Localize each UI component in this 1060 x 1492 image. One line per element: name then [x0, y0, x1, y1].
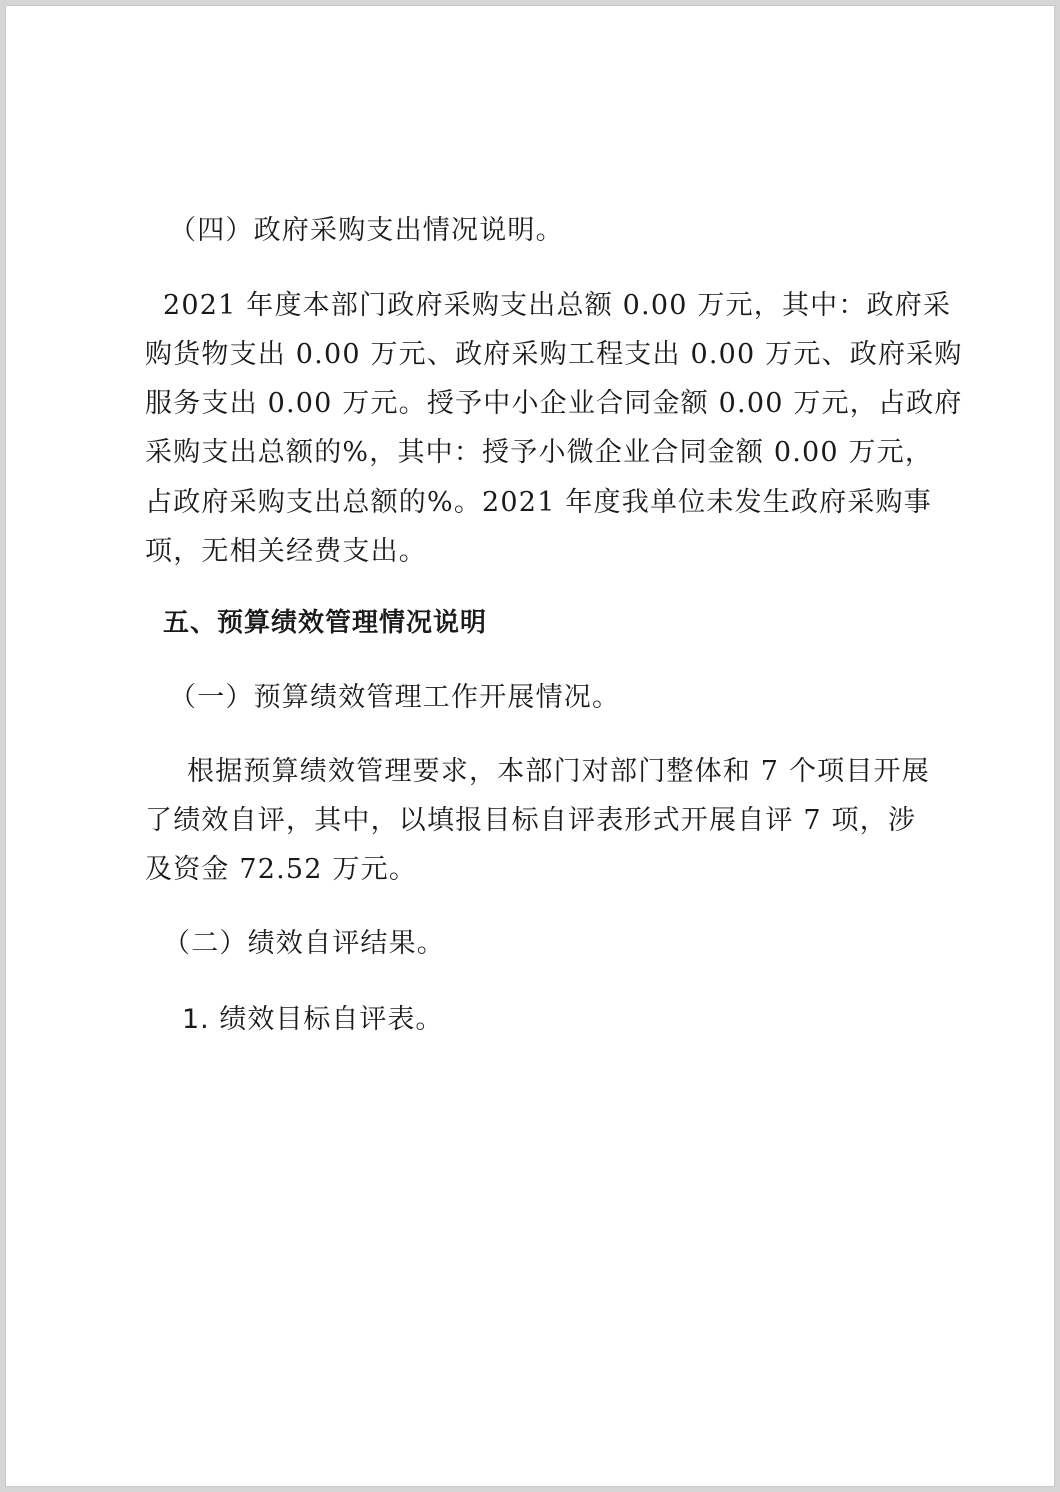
paragraph-line: 根据预算绩效管理要求，本部门对部门整体和 7 个项目开展	[187, 756, 930, 787]
paragraph-line: 占政府采购支出总额的%。2021 年度我单位未发生政府采购事	[145, 487, 932, 518]
section4-subtitle-procurement: （四）政府采购支出情况说明。	[169, 215, 564, 246]
section5-subtitle-work: （一）预算绩效管理工作开展情况。	[169, 682, 621, 713]
document-page	[5, 5, 1055, 1487]
paragraph-line: 项，无相关经费支出。	[145, 536, 427, 567]
paragraph-line: 及资金 72.52 万元。	[145, 854, 418, 885]
section5-subtitle-results: （二）绩效自评结果。	[163, 928, 445, 959]
section5-heading: 五、预算绩效管理情况说明	[163, 608, 488, 638]
paragraph-line: 服务支出 0.00 万元。授予中小企业合同金额 0.00 万元，占政府	[145, 388, 963, 419]
paragraph-line: 2021 年度本部门政府采购支出总额 0.00 万元，其中：政府采	[163, 290, 952, 321]
item1-title: 1. 绩效目标自评表。	[182, 1004, 444, 1035]
paragraph-line: 了绩效自评，其中，以填报目标自评表形式开展自评 7 项，涉	[145, 805, 917, 836]
paragraph-line: 购货物支出 0.00 万元、政府采购工程支出 0.00 万元、政府采购	[145, 339, 963, 370]
paragraph-line: 采购支出总额的%，其中：授予小微企业合同金额 0.00 万元，	[145, 437, 934, 468]
